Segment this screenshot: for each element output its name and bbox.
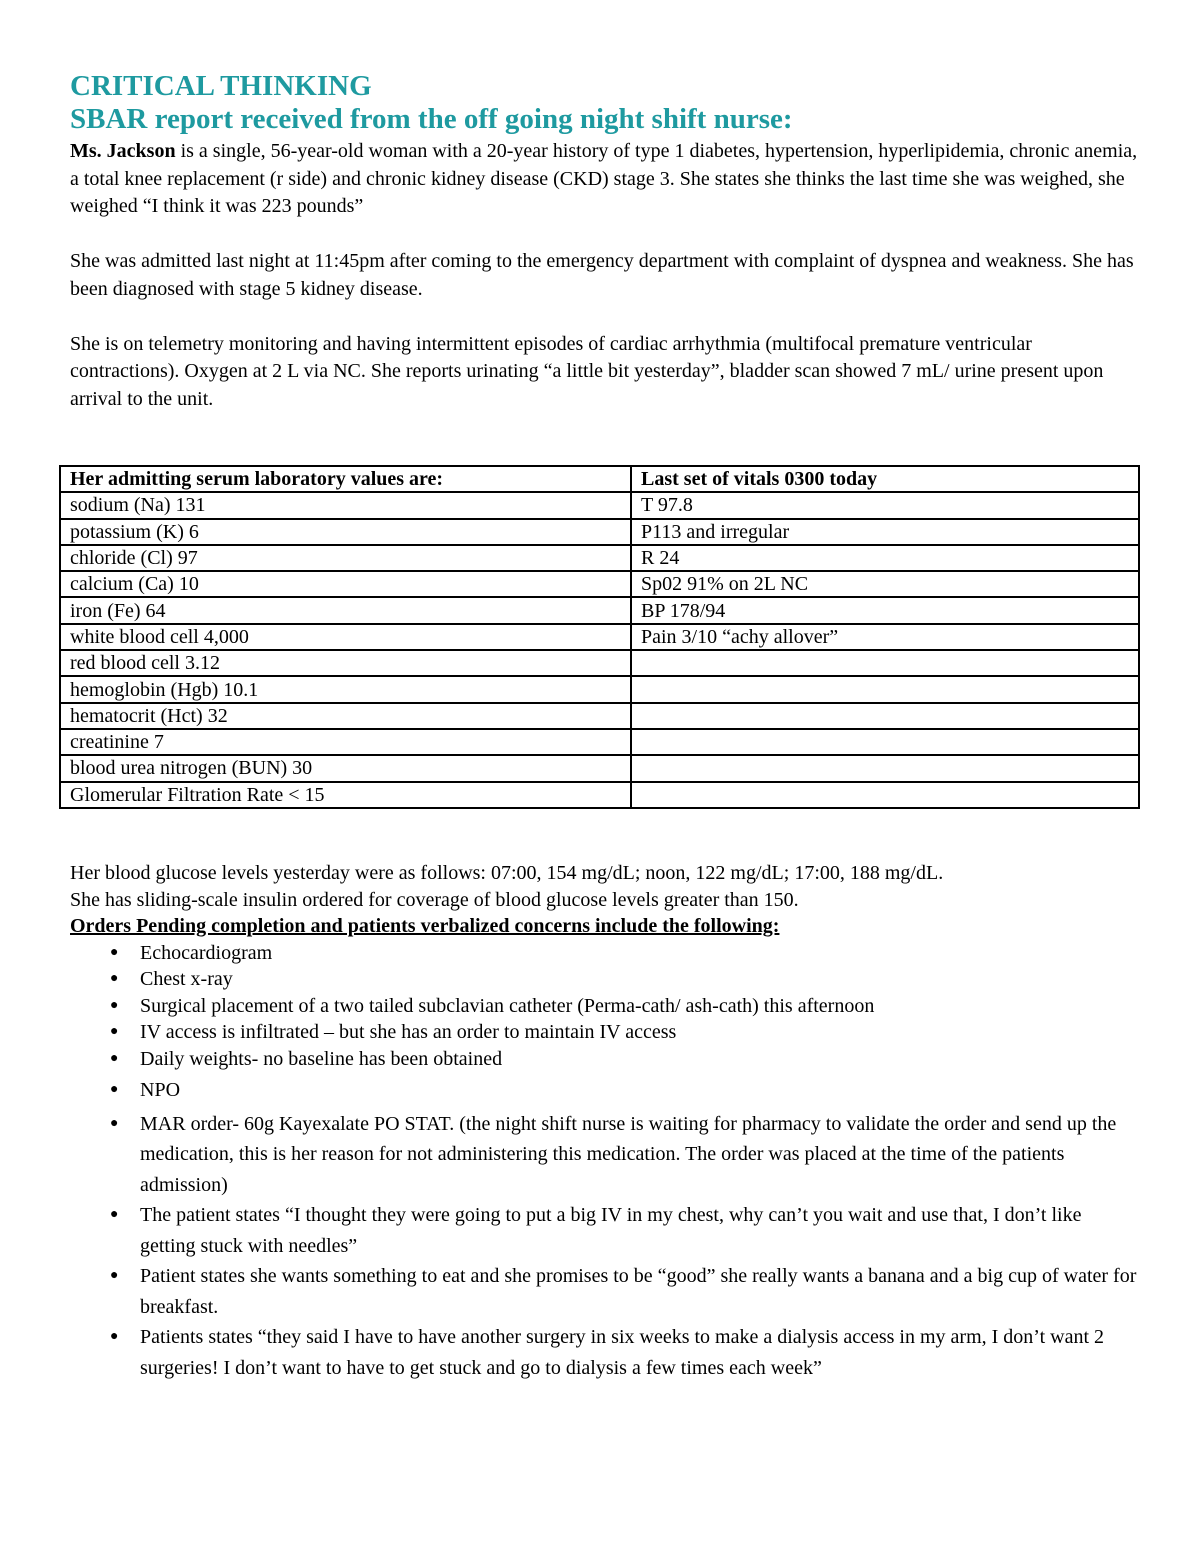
vital-cell (631, 782, 1139, 808)
table-row (60, 650, 1139, 676)
lab-cell: sodium (Na) 131 (60, 492, 631, 518)
bullet-icon: ● (110, 944, 119, 960)
bullet-icon: ● (110, 971, 119, 986)
orders-list (70, 940, 1140, 1384)
vital-cell: Sp02 91% on 2L NC (631, 571, 1139, 597)
table-row (60, 676, 1139, 702)
list-item: ● Daily weights- no baseline has been obtained (70, 1046, 1140, 1073)
vital-cell (631, 650, 1139, 676)
glucose-line-2: She has sliding-scale insulin ordered for coverage of blood glucose levels greater than 150. (70, 888, 799, 911)
bullet-icon: ● (110, 1024, 119, 1039)
table-header-row (60, 466, 1139, 492)
glucose-line-1: Her blood glucose levels yesterday were as follows: 07:00, 154 mg/dL; noon, 122 mg/dL; 17:00, 188 mg/dL. (70, 862, 944, 884)
list-item: ● NPO (70, 1077, 1140, 1104)
glucose-and-orders-section (70, 860, 1140, 1383)
lab-cell: Glomerular Filtration Rate < 15 (60, 782, 631, 808)
lab-cell: potassium (K) 6 (60, 519, 631, 545)
table-row (60, 782, 1139, 808)
page-subtitle: SBAR report received from the off going night shift nurse: (70, 103, 793, 135)
vital-cell: P113 and irregular (631, 519, 1139, 545)
bullet-icon: ● (110, 1050, 119, 1066)
vital-cell (631, 729, 1139, 755)
list-item: ● Patient states she wants something to eat and she promises to be “good” she really wants a banana and a big cup of water for breakfast. (70, 1261, 1140, 1322)
vital-cell (631, 676, 1139, 702)
table-row (60, 545, 1139, 571)
vital-cell (631, 755, 1139, 781)
list-item: ● Surgical placement of a two tailed subclavian catheter (Perma-cath/ ash-cath) this afternoon (70, 993, 1140, 1020)
bullet-icon: ● (110, 997, 119, 1013)
intro-paragraph-1 (70, 138, 1140, 221)
list-item: ● Echocardiogram (70, 940, 1140, 967)
table-row (60, 571, 1139, 597)
intro-section (70, 138, 1140, 413)
list-item: ● Chest x-ray (70, 966, 1140, 993)
lab-cell: blood urea nitrogen (BUN) 30 (60, 755, 631, 781)
intro-paragraph-2: She was admitted last night at 11:45pm after coming to the emergency department with complaint of dyspnea and weakness. She has been diagnosed with stage 5 kidney disease. (70, 250, 1134, 300)
document-page (70, 70, 1140, 1379)
list-item: ● Patients states “they said I have to have another surgery in six weeks to make a dialysis access in my arm, I don’t want 2 surgeries! I don’t want to have to get stuck and go to dialysis a few times each week” (70, 1322, 1140, 1383)
bullet-icon: ● (110, 1082, 119, 1097)
bullet-icon: ● (110, 1115, 119, 1131)
lab-cell: creatinine 7 (60, 729, 631, 755)
lab-cell: white blood cell 4,000 (60, 624, 631, 650)
labs-vitals-table (59, 465, 1140, 809)
vitals-column-header: Last set of vitals 0300 today (631, 466, 1139, 492)
page-title: CRITICAL THINKING (70, 70, 372, 102)
vital-cell (631, 703, 1139, 729)
vital-cell: T 97.8 (631, 492, 1139, 518)
vital-cell: Pain 3/10 “achy allover” (631, 624, 1139, 650)
list-item: ● MAR order- 60g Kayexalate PO STAT. (the night shift nurse is waiting for pharmacy to validate the order and send up the medication, this is her reason for not administering this medication. The order was placed at the time of the patients admission) (70, 1109, 1140, 1201)
table-row (60, 492, 1139, 518)
intro-paragraph-3: She is on telemetry monitoring and having intermittent episodes of cardiac arrhythmia (multifocal premature ventricular contractions). Oxygen at 2 L via NC. She reports urinating “a little bit yesterday”, bladder scan showed 7 mL/ urine present upon arrival to the unit. (70, 332, 1104, 410)
lab-cell: chloride (Cl) 97 (60, 545, 631, 571)
table-row (60, 519, 1139, 545)
table-row (60, 597, 1139, 623)
lab-cell: hematocrit (Hct) 32 (60, 703, 631, 729)
intro-paragraph-1-text: is a single, 56-year-old woman with a 20-year history of type 1 diabetes, hypertension, hyperlipidemia, chronic anemia, a total knee replacement (r side) and chronic kidney disease (CKD) stage 3. She states she thinks the last time she was weighed, she weighed “I think it was 223 pounds” (70, 140, 1138, 217)
list-item: ● The patient states “I thought they were going to put a big IV in my chest, why can’t you wait and use that, I don’t like getting stuck with needles” (70, 1200, 1140, 1261)
bullet-icon: ● (110, 1268, 119, 1283)
table-row (60, 703, 1139, 729)
table-row (60, 624, 1139, 650)
lab-cell: iron (Fe) 64 (60, 597, 631, 623)
bullet-icon: ● (110, 1207, 119, 1222)
vital-cell: BP 178/94 (631, 597, 1139, 623)
spacer (70, 221, 1140, 249)
list-item: ● IV access is infiltrated – but she has an order to maintain IV access (70, 1019, 1140, 1046)
table-row (60, 755, 1139, 781)
patient-name: Ms. Jackson (70, 140, 176, 162)
orders-heading: Orders Pending completion and patients verbalized concerns include the following: (70, 915, 780, 937)
lab-cell: red blood cell 3.12 (60, 650, 631, 676)
labs-column-header: Her admitting serum laboratory values are: (60, 466, 631, 492)
table-row (60, 729, 1139, 755)
lab-cell: calcium (Ca) 10 (60, 571, 631, 597)
bullet-icon: ● (110, 1329, 119, 1344)
lab-cell: hemoglobin (Hgb) 10.1 (60, 676, 631, 702)
spacer (70, 303, 1140, 331)
vital-cell: R 24 (631, 545, 1139, 571)
